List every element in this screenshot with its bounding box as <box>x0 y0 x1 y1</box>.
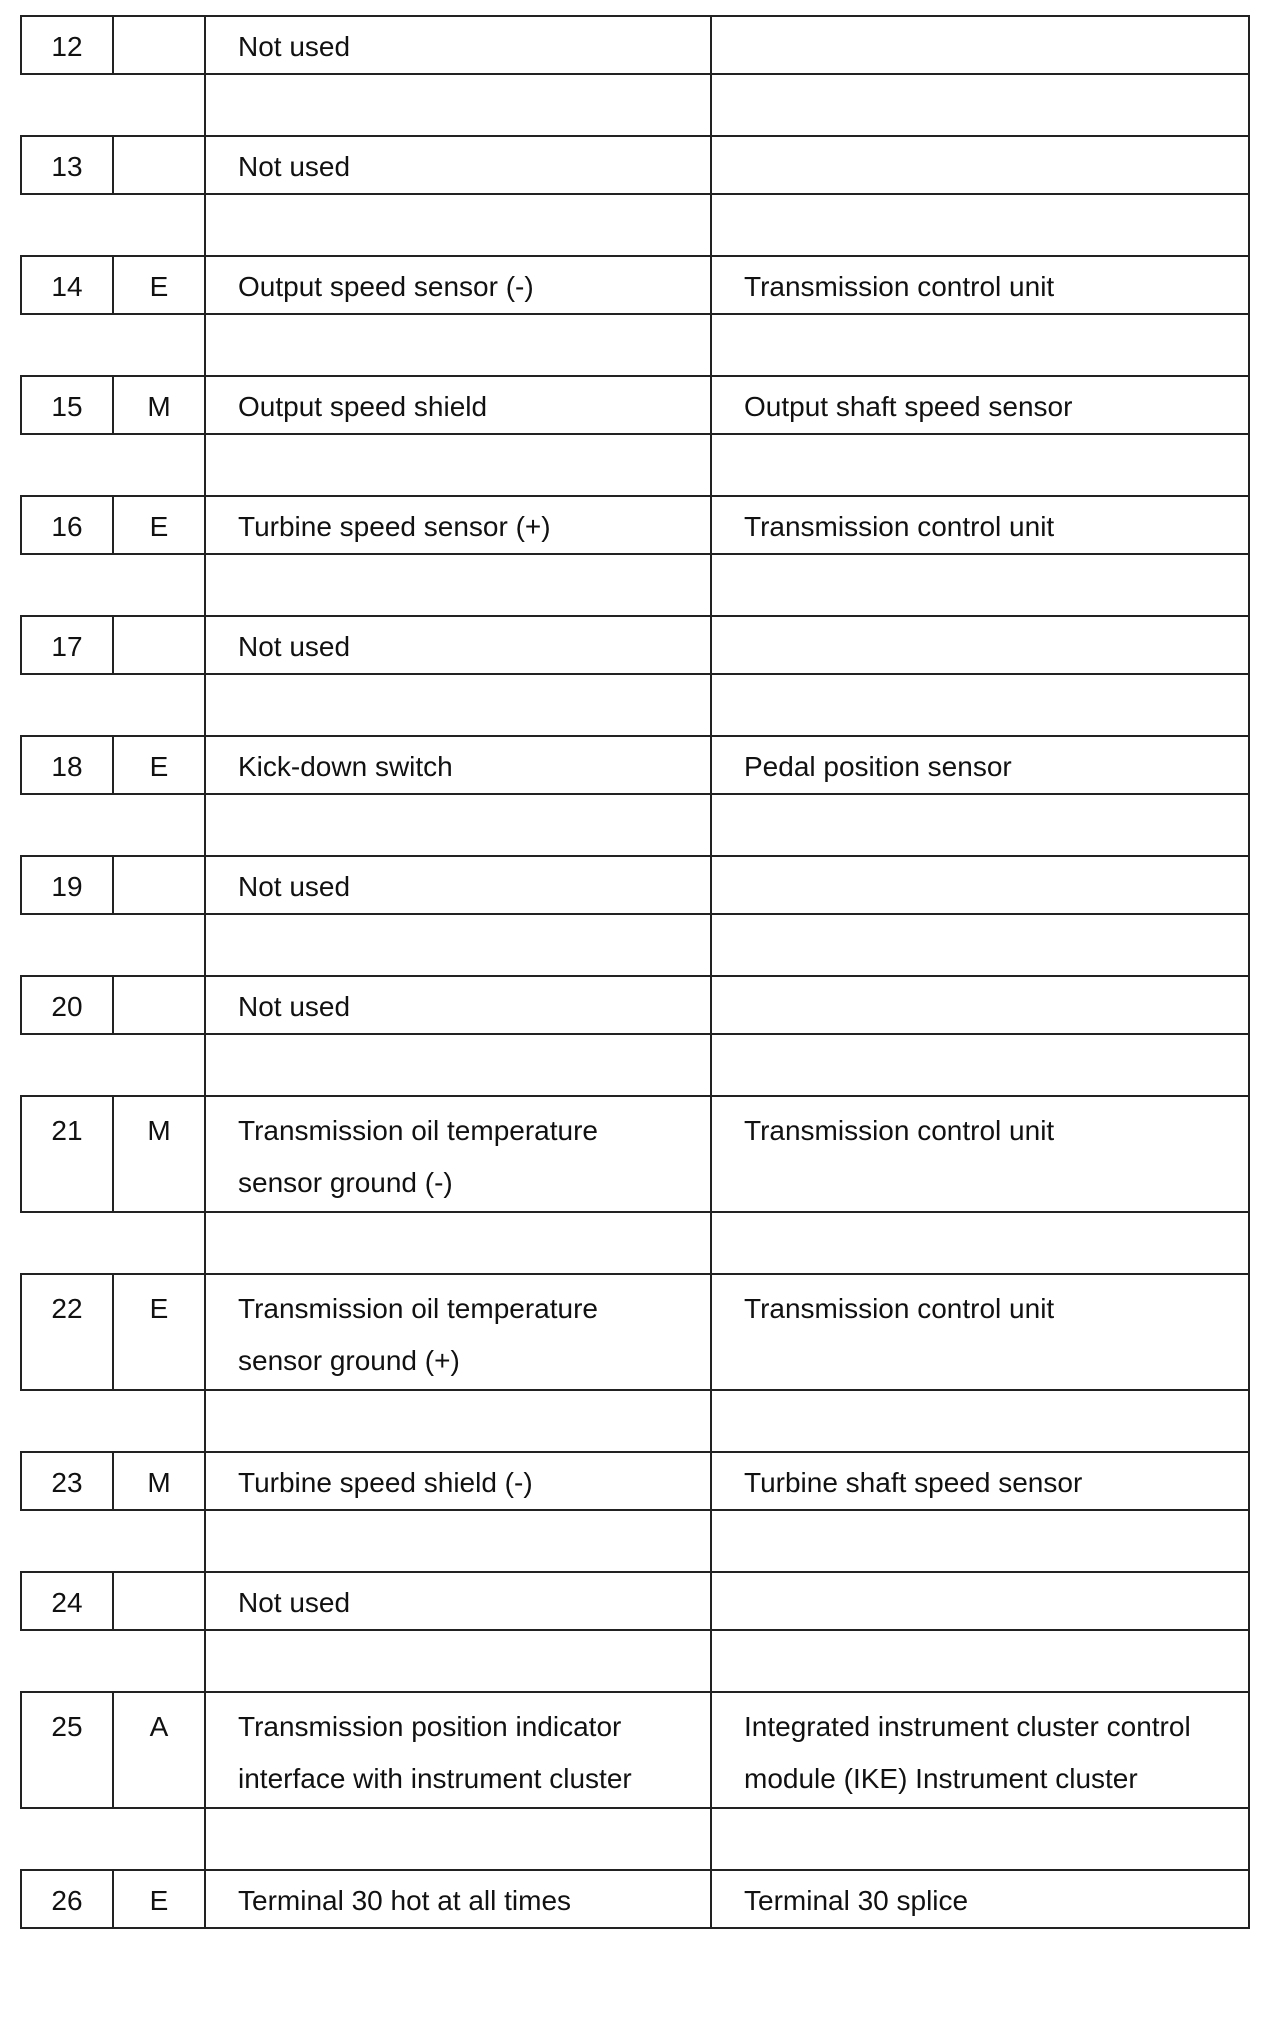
pin-description <box>206 257 712 314</box>
connection-line: Turbine shaft speed sensor <box>744 1467 1083 1498</box>
row-spacer <box>20 1807 1250 1869</box>
description-line: Not used <box>238 871 351 902</box>
signal-type <box>114 617 206 674</box>
table-row <box>20 495 1250 553</box>
connection-line: Terminal 30 splice <box>744 1885 969 1916</box>
connection-target <box>712 1693 1252 1807</box>
description-line: Terminal 30 hot at all times <box>238 1885 572 1916</box>
pin-number: 22 <box>22 1275 114 1389</box>
row-spacer <box>20 1033 1250 1095</box>
pin-number: 14 <box>22 257 114 314</box>
connection-target <box>712 1097 1252 1211</box>
signal-type: E <box>114 257 206 314</box>
signal-type: E <box>114 1871 206 1928</box>
table-row <box>20 1691 1250 1807</box>
table-row <box>20 1571 1250 1629</box>
pin-description <box>206 857 712 914</box>
pin-number: 15 <box>22 377 114 434</box>
signal-type: M <box>114 377 206 434</box>
table-row <box>20 1273 1250 1389</box>
connection-line: Output shaft speed sensor <box>744 391 1073 422</box>
signal-type: M <box>114 1097 206 1211</box>
pin-description <box>206 1453 712 1510</box>
connection-target <box>712 617 1252 674</box>
pin-number: 23 <box>22 1453 114 1510</box>
connection-line: Transmission control unit <box>744 511 1055 542</box>
connection-target <box>712 977 1252 1034</box>
connection-target <box>712 1275 1252 1389</box>
row-spacer <box>20 1927 1250 1929</box>
pin-description <box>206 1693 712 1807</box>
row-spacer <box>20 313 1250 375</box>
description-line: Output speed shield <box>238 391 488 422</box>
row-spacer <box>20 1629 1250 1691</box>
pin-description <box>206 1573 712 1630</box>
description-line: Not used <box>238 631 351 662</box>
signal-type <box>114 17 206 74</box>
connection-target <box>712 1871 1252 1928</box>
pin-number: 25 <box>22 1693 114 1807</box>
row-spacer <box>20 553 1250 615</box>
description-line: Not used <box>238 31 351 62</box>
connection-line: Pedal position sensor <box>744 751 1012 782</box>
table-row <box>20 855 1250 913</box>
description-line: sensor ground (-) <box>238 1167 453 1198</box>
connection-line: module (IKE) Instrument cluster <box>744 1763 1138 1794</box>
signal-type <box>114 857 206 914</box>
connection-target <box>712 1573 1252 1630</box>
signal-type <box>114 137 206 194</box>
pin-number: 20 <box>22 977 114 1034</box>
description-line: Not used <box>238 1587 351 1618</box>
signal-type: E <box>114 497 206 554</box>
row-spacer <box>20 193 1250 255</box>
table-row <box>20 1869 1250 1927</box>
pin-assignment-table <box>20 15 1250 1929</box>
description-line: Output speed sensor (-) <box>238 271 534 302</box>
pin-number: 13 <box>22 137 114 194</box>
table-row <box>20 135 1250 193</box>
connection-target <box>712 857 1252 914</box>
connection-target <box>712 17 1252 74</box>
signal-type <box>114 1573 206 1630</box>
pin-description <box>206 1275 712 1389</box>
description-line: interface with instrument cluster <box>238 1763 632 1794</box>
signal-type: M <box>114 1453 206 1510</box>
description-line: Transmission oil temperature <box>238 1293 598 1324</box>
description-line: Kick-down switch <box>238 751 453 782</box>
signal-type <box>114 977 206 1034</box>
pin-number: 12 <box>22 17 114 74</box>
signal-type: E <box>114 737 206 794</box>
connection-target <box>712 377 1252 434</box>
table-row <box>20 615 1250 673</box>
connection-line: Transmission control unit <box>744 271 1055 302</box>
description-line: Turbine speed shield (-) <box>238 1467 533 1498</box>
pin-number: 17 <box>22 617 114 674</box>
table-row <box>20 255 1250 313</box>
table-row <box>20 735 1250 793</box>
signal-type: E <box>114 1275 206 1389</box>
pin-number: 19 <box>22 857 114 914</box>
table-row <box>20 15 1250 73</box>
pin-number: 18 <box>22 737 114 794</box>
pin-number: 16 <box>22 497 114 554</box>
pin-description <box>206 497 712 554</box>
pin-number: 24 <box>22 1573 114 1630</box>
description-line: Transmission oil temperature <box>238 1115 598 1146</box>
connection-target <box>712 137 1252 194</box>
description-line: Not used <box>238 991 351 1022</box>
row-spacer <box>20 793 1250 855</box>
description-line: Transmission position indicator <box>238 1711 622 1742</box>
connection-target <box>712 1453 1252 1510</box>
pin-description <box>206 617 712 674</box>
row-spacer <box>20 1211 1250 1273</box>
connection-target <box>712 257 1252 314</box>
row-spacer <box>20 1509 1250 1571</box>
row-spacer <box>20 73 1250 135</box>
row-spacer <box>20 673 1250 735</box>
row-spacer <box>20 433 1250 495</box>
pin-number: 21 <box>22 1097 114 1211</box>
pin-description <box>206 977 712 1034</box>
description-line: sensor ground (+) <box>238 1345 460 1376</box>
pin-number: 26 <box>22 1871 114 1928</box>
connection-target <box>712 497 1252 554</box>
signal-type: A <box>114 1693 206 1807</box>
pin-description <box>206 377 712 434</box>
row-spacer <box>20 913 1250 975</box>
pin-description <box>206 737 712 794</box>
table-row <box>20 975 1250 1033</box>
pin-description <box>206 17 712 74</box>
pin-description <box>206 137 712 194</box>
pin-description <box>206 1097 712 1211</box>
row-spacer <box>20 1389 1250 1451</box>
table-row <box>20 1451 1250 1509</box>
connection-line: Transmission control unit <box>744 1115 1055 1146</box>
connection-target <box>712 737 1252 794</box>
connection-line: Integrated instrument cluster control <box>744 1711 1191 1742</box>
description-line: Not used <box>238 151 351 182</box>
table-row <box>20 375 1250 433</box>
description-line: Turbine speed sensor (+) <box>238 511 551 542</box>
pin-description <box>206 1871 712 1928</box>
table-row <box>20 1095 1250 1211</box>
connection-line: Transmission control unit <box>744 1293 1055 1324</box>
